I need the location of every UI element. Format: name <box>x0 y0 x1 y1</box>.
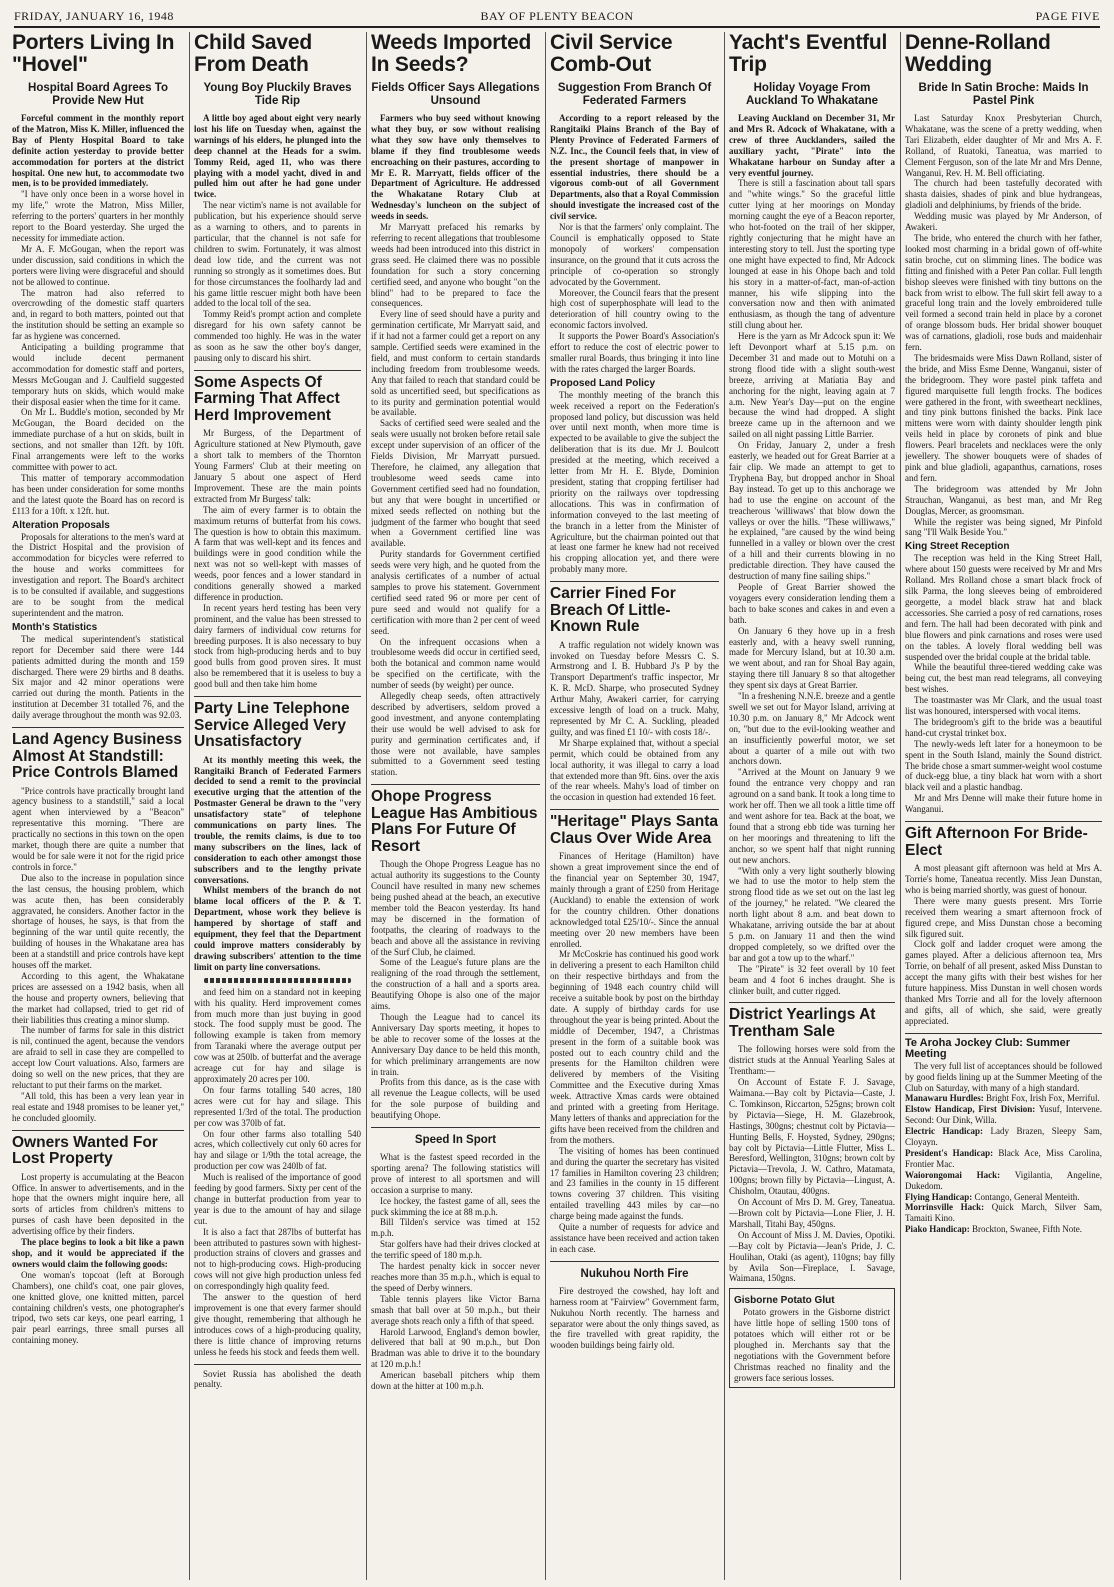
headline: Ohope Progress League Has Ambitious Plans For Future Of Resort <box>371 788 538 855</box>
paragraph: Though the League had to cancel its Anniversary Day sports meeting, it hopes to be able to recover some of the losses at the Anniversary Day dance to be held this month, for which preliminary arrangements are now in train. <box>371 1011 540 1077</box>
paragraph: Lost property is accumulating at the Beacon Office. In answer to advertisements, and in the hope that the owners might inquire here, all sorts of articles from children's mittens to purses of cash have been deposited in the advertising office by their finders. <box>12 1171 184 1237</box>
page-number: PAGE FIVE <box>1035 9 1100 23</box>
divider <box>194 1364 361 1365</box>
paragraph: The matron had also referred to overcrowding of the domestic staff quarters and, in regard to both matters, pointed out that the institution should be setting an example so far as hygiene was concerned. <box>12 287 184 342</box>
bold-paragraph: Whilst members of the branch do not blame local officers of the P. & T. Department, whose work they believe is hampered by shortage of staff and equipment, they feel that the Department could improve matters considerably by drawing subscribers' attention to the time limit on party line conversations. <box>194 885 361 972</box>
paragraph: Soviet Russia has abolished the death penalty. <box>194 1368 361 1390</box>
column-1 <box>12 32 184 1580</box>
paragraph: On the infrequent occasions when a troublesome weeds did occur in certified seed, both the botanical and common name would be specified on the certificate, with the number of seeds (by weight) per ounce. <box>371 636 540 691</box>
lead-paragraph: According to a report released by the Rangitaiki Plains Branch of the Bay of Plenty Province of Federated Farmers of N.Z. Inc., the Council feels that, in view of the present shortage of manpower in essential industries, there should be a vigorous comb-out of all Government Departments, also that a Royal Commission should investigate the increased cost of the civil service. <box>550 113 719 222</box>
column-4 <box>550 32 719 1580</box>
article-carrier-fined <box>550 586 719 803</box>
masthead <box>14 6 1100 28</box>
headline: Child Saved From Death <box>194 32 312 76</box>
bold-paragraph: The place begins to look a bit like a pawn shop, and it would be appreciated if the owners would claim the following goods: <box>12 1237 184 1269</box>
headline: Speed In Sport <box>414 1134 497 1147</box>
paragraph: There is still a fascination about tall spars and "white wings." So the graceful little cutter lying at her moorings on Monday morning caught the eye of a Beacon reporter, who hot-footed on the trail of her skipper, rightly conjecturing that he might have an interesting story to tell. Just the sporting type one might have expected to find, Mr Adcock lounged at ease in his Ohope bach and told his story in a matter-of-fact, man-of-action manner, his wife slipping into the conversation now and then with animated enthusiasm, as though the tang of adventure still clung about her. <box>729 178 895 331</box>
paragraph: There were many guests present. Mrs Torrie received them wearing a smart afternoon frock of figured crepe, and Miss Dunstan chose a becoming silk figured suit. <box>905 895 1102 939</box>
race-name: Elstow Handicap, First Division: <box>905 1104 1036 1115</box>
headline: Denne-Rolland Wedding <box>905 32 1051 76</box>
headline: Civil Service Comb-Out <box>550 32 673 76</box>
paragraph: The church had been tastefully decorated with shasta daisies, shades of pink and blue hydrangeas, gladioli and delphiniums, by friends of the bride. <box>905 178 1102 211</box>
paragraph: Profits from this dance, as is the case with all revenue the League collects, will be used for the sole purpose of building and beautifying Ohope. <box>371 1077 540 1121</box>
subheading: Month's Statistics <box>12 621 98 633</box>
article-child-saved <box>194 32 361 364</box>
paragraph: Mr and Mrs Denne will make their future home in Wanganui. <box>905 793 1102 815</box>
article-porters <box>12 32 184 721</box>
paragraph: People of Great Barrier showed the voyagers every consideration lending them a bach to bake scones and cakes in and even a bath. <box>729 581 895 625</box>
paragraph: The toastmaster was Mr Clark, and the usual toast list was honoured, interspersed with vocal items. <box>905 695 1102 717</box>
deck: Hospital Board Agrees To Provide New Hut <box>28 82 168 107</box>
article-heritage <box>550 814 719 1255</box>
article-civil-service <box>550 32 719 575</box>
divider <box>905 821 1102 822</box>
paragraph: Mr A. F. McGougan, when the report was under discussion, said conditions in which the porters were living were disgraceful and should not be allowed to continue. <box>12 243 184 287</box>
deck: Young Boy Pluckily Braves Tide Rip <box>203 82 352 107</box>
race-entry <box>905 1170 1102 1192</box>
race-name: Morrinsville Hack: <box>905 1202 985 1213</box>
paragraph: Mr Sharpe explained that, without a special permit, which could be obtained from any local authority, it was illegal to carry a load that extended more than 9ft. 6ins. over the axis of the rear wheels. Mahy's load of timber on the occasion in question had extended 16 feet. <box>550 737 719 803</box>
headline: Some Aspects Of Farming That Affect Herd Improvement <box>194 373 340 424</box>
subheading: King Street Reception <box>905 541 1010 553</box>
paragraph: On Friday, January 2, under a fresh easterly, we headed out for Great Barrier at a fair clip. We made an attempt to get to Tryphena Bay, but dropped anchor in Shoal Bay instead. To get up to this anchorage we had to use the engine on account of the treacherous 'williwaws' that blow down the valleys or over the hills. "These williwaws," he explained, "are caused by the wind being funnelled in a valley or blown over the crest of a hill and their currents blowing in no predictable direction. They have caused the destruction of many fine sailing ships." <box>729 440 895 582</box>
race-horses: Lady Brazen, Sleepy Sam, Cloyayn. <box>905 1126 1102 1148</box>
race-entry <box>905 1126 1102 1148</box>
headline: District Yearlings At Trentham Sale <box>729 1006 876 1040</box>
paragraph: On Mr L. Buddle's motion, seconded by Mr McGougan, the Board decided on the immediate purchase of a hut on skids, built in sections, and not smaller than 12ft. by 10ft. Final arrangements were left to the works committee with power to act. <box>12 407 184 472</box>
paragraph: The hardest penalty kick in soccer never reaches more than 35 m.p.h., which is equal to the speed of Derby winners. <box>371 1261 540 1293</box>
paragraph: Proposals for alterations to the men's ward at the District Hospital and the provision of accommodation for bicycles were referred to the house and works committees for investigation and report. The Board's architect is to be consulted if available, and suggestions are to be sought from the medical superintendent and the matron. <box>12 531 184 618</box>
paragraph: On Account of Miss J. M. Davies, Opotiki.—Bay colt by Pictavia—Jean's Pride, J. C. Houlihan, Otaki (as agent), 110gns; bay filly by Avila Son—Fireplace, I. Savage, Waimana, 150gns. <box>729 1229 895 1284</box>
divider <box>905 1033 1102 1034</box>
race-entry <box>905 1104 1102 1126</box>
paragraph: and feed him on a standard not in keeping with his quality. Herd improvement comes from much more than just buying in good stock. The food supply must be good. The following example is taken from memory from Taranaki where the average output per cow was at 250lb. of butterfat and the average acreage cut for hay and silage is approximately 20 acres per 100. <box>194 986 361 1084</box>
paragraph: Mr Burgess, of the Department of Agriculture stationed at New Plymouth, gave a short talk to members of the Thornton Young Farmers' Club at their meeting on January 5 about one aspect of Herd Improvement. These are the main points extracted from Mr Burgess' talk: <box>194 428 361 504</box>
deck: Bride In Satin Broche: Maids In Pastel Pink <box>918 82 1089 107</box>
paragraph: Allegedly cheap seeds, often attractively described by advertisers, seldom proved a good investment, and anyone contemplating their use would be well advised to ask for purity and germination certificates and, if those were not available, have samples submitted to a Government seed testing station. <box>371 691 540 778</box>
article-potato-glut <box>729 1288 895 1387</box>
paragraph: On four farms totalling 540 acres, 180 acres were cut for hay and silage. This represented 1/3rd of the total. The production per cow was 370lb of fat. <box>194 1084 361 1128</box>
race-name: Piako Handicap: <box>905 1224 970 1235</box>
paragraph: The visiting of homes has been continued and during the quarter the secretary has visited 17 families in Hamilton covering 23 children; and 23 families in the county in 15 different towns covering 37 children. This visiting entailed travelling 443 miles by car—no charge being made against the funds. <box>550 1145 719 1222</box>
headline: Nukuhou North Fire <box>580 1267 689 1280</box>
paragraph: Star golfers have had their drives clocked at the terrific speed of 180 m.p.h. <box>371 1239 540 1261</box>
paragraph: The bridegroom's gift to the bride was a beautiful hand-cut crystal trinket box. <box>905 716 1102 738</box>
paragraph: A most pleasant gift afternoon was held at Mrs A. Torrie's home, Taneatua recently. Miss Jean Dunstan, who is being married shortly, was guest of honour. <box>905 863 1102 895</box>
paragraph: Every line of seed should have a purity and germination certificate, Mr Marryatt said, and if it had not a farmer could get a report on any sample. Certified seeds were examined in the field, and must conform to certain standards including freedom from troublesome weeds. Any that failed to reach that standard could be sold as uncertified seed, but specifications as to its purity and germination potential would be available. <box>371 309 540 418</box>
paragraph: Bill Tilden's service was timed at 152 m.p.h. <box>371 1217 540 1239</box>
headline: "Heritage" Plays Santa Claus Over Wide Area <box>550 813 719 847</box>
divider <box>371 1127 540 1128</box>
paragraph: Mr McCoskrie has continued his good work in delivering a present to each Hamilton child on their respective birthdays and from the beginning of 1948 each country child will receive a suitable book by post on the birthday date. A supply of birthday cards for use throughout the year is being printed. About the middle of December, 1947, a Christmas present in the form of a suitable book was posted out to each country child and the presents for the Hamilton children were delivered by members of the Visiting Committee and the Executive during Xmas week. Attractive Xmas cards were obtained and printed with a greeting from Heritage. Many letters of thanks and appreciation for the gifts have been received from the children and from the mothers. <box>550 949 719 1145</box>
race-name: Manawaru Hurdles: <box>905 1093 984 1104</box>
paragraph: The number of farms for sale in this district is nil, continued the agent, because the vendors are afraid to sell in case they are compelled to accept low Court valuations. Also, farmers are doing so well on the new prices, that they are reluctant to put their farms on the market. <box>12 1025 184 1090</box>
paragraph: Mr Marryatt prefaced his remarks by referring to recent allegations that troublesome weeds had been introduced into this district in grass seed. He claimed there was no possible foundation for such a story concerning certified seed, and anyone who bought "on the blind" had to be prepared to face the consequences. <box>371 222 540 309</box>
race-horses: Black Ace, Miss Carolina, Frontier Mac. <box>905 1147 1102 1169</box>
paragraph: American baseball pitchers whip them down at the hitter at 100 m.p.h. <box>371 1370 540 1392</box>
race-entry <box>905 1093 1102 1104</box>
paragraph: The following horses were sold from the district studs at the Annual Yearling Sales at Trentham:— <box>729 1044 895 1077</box>
headline: Gift Afternoon For Bride-Elect <box>905 825 1088 859</box>
race-name: President's Handicap: <box>905 1147 994 1158</box>
paragraph: Nor is that the farmers' only complaint. The Council is emphatically opposed to State monopoly of workers' compensation insurance, on the ground that it cuts across the principle of co-operation so strongly advocated by the Government. <box>550 222 719 287</box>
deck: Fields Officer Says Allegations Unsound <box>371 82 540 107</box>
race-name: Electric Handicap: <box>905 1126 983 1137</box>
article-lost-property <box>12 1135 184 1347</box>
lead-paragraph: Leaving Auckland on December 31, Mr and Mrs R. Adcock of Whakatane, with a crew of three Aucklanders, sailed the auxiliary yacht, "Pirate" into the Whakatane harbour on Sunday after a very eventful journey. <box>729 113 895 178</box>
divider <box>12 1130 184 1131</box>
article-herd-improvement <box>194 375 361 690</box>
paragraph: Potato growers in the Gisborne district have little hope of selling 1500 tons of potatoes which will either rot or be ploughed in. Merchants say that the negotiations with the Government before Christmas reached no finality and the growers face serious losses. <box>734 1307 890 1383</box>
headline: Party Line Telephone Service Alleged Very Unsatisfactory <box>194 700 350 751</box>
race-entry <box>905 1202 1102 1224</box>
paragraph: What is the fastest speed recorded in the sporting arena? The following statistics will prove of interest to all sportsmen and will occasion a surprise to many. <box>371 1152 540 1195</box>
lead-paragraph: A little boy aged about eight very nearly lost his life on Tuesday when, against the warnings of his elders, he plunged into the deep channel at the Heads for a swim. Tommy Reid, aged 11, who was there playing with a model yacht, dived in and pulled him out after he had gone under twice. <box>194 113 361 200</box>
race-horses: Yusuf, Intervene. Second: Our Dink, Willa. <box>905 1104 1102 1126</box>
paragraph: "Arrived at the Mount on January 9 we found the entrance very choppy and ran aground on a sand bank. It took a long time to work her off. Then we all took a little time off and went ashore for tea. Back at the boat, we found that a strong ebb tide was turning her on her moorings and threatening to lift the anchor, so we spent half that night running out new anchors. <box>729 767 895 865</box>
paragraph: Finances of Heritage (Hamilton) have shown a great improvement since the end of the financial year on September 30, 1947, mainly through a grant of £250 from Heritage (Auckland) to enable the extension of work for the country children. Other donations acknowledged total £25/10/-. Since the annual meeting over 20 new members have been enrolled. <box>550 851 719 949</box>
headline: Owners Wanted For Lost Property <box>12 1133 158 1168</box>
paragraph: The very full list of acceptances should be followed by good fields lining up at the Summer Meeting of the Club on Saturday, with many of a high standard. <box>905 1060 1102 1093</box>
column-rule <box>189 32 190 1580</box>
paragraph: Fire destroyed the cowshed, hay loft and harness room at "Fairview" Government farm, Nukuhou North recently. The harness and separator were about the only things saved, as the fire travelled with great rapidity, the wooden buildings being fairly old. <box>550 1285 719 1351</box>
paragraph: On January 6 they hove up in a fresh easterly and, with a heavy swell running, made for Mercury Island, but at 10.30 a.m. we went about, and ran for Shoal Bay again, staying there till January 8 so that altogether they spent six days at Great Barrier. <box>729 625 895 691</box>
divider <box>12 727 184 728</box>
paragraph: On four other farms also totalling 540 acres, which collectively cut only 60 acres for hay and silage or 1/9th the total acreage, the production per cow was 240lb of fat. <box>194 1128 361 1172</box>
race-entry <box>905 1148 1102 1170</box>
divider <box>550 809 719 810</box>
paragraph: Last Saturday Knox Presbyterian Church, Whakatane, was the scene of a pretty wedding, when Tari Elizabeth, elder daughter of Mr and Mrs A. F. Rolland, of Ruatoki, Taneatua, was married to Clement Ferguson, son of the late Mr and Mrs Denne, Wanganui, Rev. H. M. Bell officiating. <box>905 113 1102 178</box>
subheading: Proposed Land Policy <box>550 377 656 389</box>
race-horses: Quick March, Silver Sam, Tamaiti Kino. <box>905 1202 1102 1224</box>
article-gift-afternoon <box>905 826 1102 1027</box>
paragraph: Tommy Reid's prompt action and complete disregard for his own safety cannot be commended too highly. He was in the water as soon as he saw the other boy's danger, pausing only to discard his shirt. <box>194 309 361 363</box>
column-2 <box>194 32 361 1580</box>
article-wedding <box>905 32 1102 815</box>
article-jockey-club <box>905 1038 1102 1236</box>
divider <box>371 784 540 785</box>
paragraph: The near victim's name is not available for publication, but his experience should serve as a warning to others, and to parents in particular, that the channel is not safe for children to swim. Fortunately, it was almost dead low tide, and the current was not running so strongly as it sometimes does. But for those circumstances the foolhardy lad and his game little rescuer might both have been added to the local toll of the sea. <box>194 200 361 309</box>
ornamental-divider <box>204 978 351 983</box>
headline: Gisborne Potato Glut <box>734 1295 835 1307</box>
column-5 <box>729 32 895 1580</box>
paragraph: Wedding music was played by Mr Anderson, of Awakeri. <box>905 211 1102 233</box>
race-horses: Vigilantia, Angeline, Dukedom. <box>905 1169 1102 1191</box>
paragraph: The aim of every farmer is to obtain the maximum returns of butterfat from his cows. The question is how to obtain this maximum. A farm that was well-kept and its fences and buildings were in good condition while the next was not so well-kept with masses of weeds, poor fences and a lower standard in conditions generally showed a marked difference in production. <box>194 504 361 602</box>
paragraph: The bridegroom was attended by Mr John Strauchan, Wanganui, as best man, and Mr Reg Douglas, Mercer, as groomsman. <box>905 483 1102 516</box>
race-horses: Contango, General Menteith. <box>974 1191 1080 1202</box>
bold-paragraph: At its monthly meeting this week, the Rangitaiki Branch of Federated Farmers decided to send a remit to the provincial executive urging that the attention of the Postmaster General be drawn to the "very unsatisfactory state" of telephone communications on party lines. The trouble, the remits claims, is due to too many subscribers on the lines, lack of consideration to each other amongst those subscribers and to the lengthy private conversations. <box>194 754 361 885</box>
paragraph: Anticipating a building programme that would include decent permanent accommodation for domestic staff and porters, Messrs McGougan and J. Caulfield suggested temporary huts on skids, which would make their disposal easier when the time for it came. <box>12 342 184 407</box>
column-rule <box>366 32 367 1580</box>
divider <box>729 1002 895 1003</box>
subheading: Alteration Proposals <box>12 519 110 531</box>
headline: Weeds Imported In Seeds? <box>371 32 532 76</box>
lead-paragraph: Farmers who buy seed without knowing what they buy, or sow without realising what they sow have only themselves to blame if they find troublesome weeds encroaching on their pastures, according to Mr E. R. Marryatt, fields officer of the Department of Agriculture. He addressed the Whakatane Rotary Club at Wednesday's luncheon on the subject of weeds in seeds. <box>371 113 540 222</box>
paragraph: "I have only once been in a worse hovel in my life," wrote the Matron, Miss Miller, referring to the porters' quarters in her monthly report to the Board yesterday. She urged the necessity for immediate action. <box>12 189 184 243</box>
paragraph: Purity standards for Government certified seeds were very high, and he quoted from the analysis certificates of a number of actual samples to prove his statement. Government certified seed rated 96 or more per cent of pure seed and would not qualify for a certification with more than 2 per cent of weed seed. <box>371 549 540 636</box>
column-rule <box>724 32 725 1580</box>
paragraph: On Account of Estate F. J. Savage, Waimana.—Bay colt by Pictavia—Caste, J. C. Tomkinson, Riccarton, 525gns; brown colt by Pictavia—Siege, H. M. Glazebrook, Hastings, 300gns; chestnut colt by Pictavia—Hunting Bells, F. Hoysted, Sydney, 290gns; bay colt by Pictavia—Little Flutter, Miss L. Beresford, Wellington, 310gns; brown colt by Pictavia—Trevola, J. W. Cathro, Matamata, 100gns; brown filly by Pictavia—Lingust, A. Chisholm, Otautau, 400gns. <box>729 1077 895 1197</box>
paragraph: According to this agent, the Whakatane prices are assessed on a 1942 basis, when all the house and property owners, believing that the market had collapsed, tried to get rid of their liabilities thus creating a minor slump. <box>12 970 184 1025</box>
column-6 <box>905 32 1102 1580</box>
article-weeds <box>371 32 540 778</box>
paragraph: The monthly meeting of the branch this week received a report on the Federation's proposed land policy, but discussion was held over until next month, when more time is expected to be available to give the subject the deliberation that is its due. Mr J. Boulcott presided at the meeting, which received a letter from Mr H. E. Blyde, Dominion president, stating that cropping fertiliser had priority on the railways over topdressing allocations. This was in confirmation of information conveyed to the last meeting of the branch in a letter from the Minister of Agriculture, but the chairman pointed out that at least one farmer he knew had not received his cropping allocation yet, and there were probably many more. <box>550 389 719 575</box>
race-entry <box>905 1224 1102 1235</box>
column-3 <box>371 32 540 1580</box>
divider <box>194 696 361 697</box>
paragraph: "With only a very light southerly blowing we had to use the motor to help stem the strong flood tide as we set out on the last leg of the journey," he related. "We cleared the north light about 8 a.m. and beat down to Whakatane, arriving outside the bar at about 5 p.m. on January 11 and then the wind dropped completely, so we drifted over the bar and got a tow up to the wharf." <box>729 865 895 963</box>
paragraph: Clock golf and ladder croquet were among the games played. After a delicious afternoon tea, Mrs Torrie, on behalf of all present, asked Miss Dunstan to accept the many gifts with their best wishes for her future happiness. Miss Dunstan in well chosen words thanked Mrs Torrie and all for the lovely afternoon and gifts, all of which, she said, were greatly appreciated. <box>905 939 1102 1026</box>
column-rule <box>545 32 546 1580</box>
paragraph: Sacks of certified seed were sealed and the seals were usually not broken before retail sale except under supervision of an officer of the Fields Division, Mr Marryatt pursued. Therefore, he claimed, any allegation that troublesome weed seeds came into Government certified seed had no foundation, but any that were bought in uncertified or mixed seeds reflected on nothing but the judgment of the farmer who bought that seed when a Government certified line was available. <box>371 418 540 549</box>
paragraph: While the register was being signed, Mr Pinfold sang "I'll Walk Beside You." <box>905 516 1102 538</box>
headline: Te Aroha Jockey Club: Summer Meeting <box>905 1036 1071 1060</box>
article-yacht <box>729 32 895 996</box>
paragraph: One woman's topcoat (left at Borough Chambers), one child's coat, one pair gloves, one knitted glove, one knitted mitten, parcel containing children's vests, one photographer's tripod, two sets car keys, one pearl earring, 1 pair pearl earrings, three small purses all containing money. <box>12 1269 184 1346</box>
race-horses: Bright Fox, Irish Fox, Merriful. <box>986 1093 1100 1104</box>
paragraph: Ice hockey, the fastest game of all, sees the puck skimming the ice at 88 m.p.h. <box>371 1195 540 1217</box>
article-land-agency <box>12 732 184 1124</box>
paragraph: Table tennis players like Victor Barna smash that ball over at 50 m.p.h., but their average shots reach only a fifth of that speed. <box>371 1293 540 1326</box>
paragraph: It is also a fact that 287lbs of butterfat has been attributed to pastures sown with highest-production strains of clovers and grasses and not to high-producing cows. High-producing cows will not give high production unless fed on correspondingly high quality feed. <box>194 1226 361 1292</box>
headline: Porters Living In "Hovel" <box>12 32 175 76</box>
divider <box>550 581 719 582</box>
paragraph: The newly-weds left later for a honeymoon to be spent in the South Island, mainly the Sound district. The bride chose a smart summer-weight wool costume of duck-egg blue, a tiny black hat worn with a short black veil and a plastic handbag. <box>905 738 1102 793</box>
deck: Holiday Voyage From Auckland To Whakatane <box>745 82 879 107</box>
paragraph: Moreover, the Council fears that the present high cost of superphosphate will lead to the deterioration of hill country owing to the economic factors involved. <box>550 287 719 331</box>
lead-paragraph: Forceful comment in the monthly report of the Matron, Miss K. Miller, influenced the Bay of Plenty Hospital Board to take definite action yesterday to provide better accommodation for porters at the district hospital. One new hut, to accommodate two men, is to be provided immediately. <box>12 113 184 189</box>
paragraph: The bride, who entered the church with her father, looked most charming in a bridal gown of off-white satin broche, cut on slimming lines. The bodice was fitting and finished with a Peter Pan collar. Full length bishop sleeves were finished with tiny buttons on the back from wrist to elbow. The full skirt fell away to a graceful long train and the lovely embroidered tulle veil formed a second train held in place by a coronet of orange blossom buds. Her bridal shower bouquet was of carnations, gladioli, rose buds and maidenhair fern. <box>905 232 1102 353</box>
paragraph: Quite a number of requests for advice and assistance have been received and action taken in each case. <box>550 1222 719 1254</box>
paper-name: BAY OF PLENTY BEACON <box>480 9 634 23</box>
divider <box>550 1261 719 1262</box>
article-party-line <box>194 701 361 973</box>
paragraph: A traffic regulation not widely known was invoked on Tuesday before Messrs C. S. Armstrong and I. B. Hubbard J's P by the Transport Department's traffic inspector, Mr K. R. McD. Sharpe, who prosecuted Sydney Arthur Mahy, Awakeri carrier, for carrying excessive length of load on a truck. Mahy, represented by Mr C. A. Suckling, pleaded guilty, and was fined £1 10/- with costs 18/-. <box>550 639 719 737</box>
headline: Carrier Fined For Breach Of Little-Known Rule <box>550 585 676 636</box>
paragraph: The reception was held in the King Street Hall, where about 150 guests were received by Mr and Mrs Rolland. Mrs Rolland chose a smart black frock of silk Parma, the long sleeves being of embroidered georgette, a model black straw hat and black accessories. She carried a posy of red carnations, roses and fern. The hall had been decorated with pink and blue flowers and pink carnations and roses were used on the tables. A lovely floral wedding bell was suspended over the bridal couple at the bridal table. <box>905 553 1102 662</box>
paragraph: In recent years herd testing has been very prominent, and the value has been stressed to dairy farmers of individual cow returns for breeding purposes. It is also necessary to buy stock from high-producing herds and to buy good bulls from good proven sires. It must also be remembered that it is useless to buy a good bull and then take him home <box>194 602 361 690</box>
paragraph: Some of the League's future plans are the realigning of the road through the settlement, the construction of a hall and a sports area. Beautifying Ohope is also one of the major aims. <box>371 957 540 1012</box>
paragraph: The bridesmaids were Miss Dawn Rolland, sister of the bride, and Miss Esme Denne, Wanganui, sister of the bridegroom. They wore pastel pink taffeta and figured marquisette full length frocks. The bodices were gathered in the front, with sweetheart necklines, and tiny pink buttons finished the backs. Pink lace mittens were worn with dainty shoulder length pink veils held in place by coronets of pink and blue flowers. Pearl bracelets and necklaces were the only jewellery. The shower bouquets were of shades of pink and blue gladioli, agapanthus, carnations, roses and fern. <box>905 352 1102 483</box>
paragraph: Much is realised of the importance of good feeding by good farmers. Sixty per cent of the change in butterfat production from year to year is due to the amount of hay and silage cut. <box>194 1172 361 1226</box>
race-name: Waiorongomai Hack: <box>905 1169 1001 1180</box>
headline: Yacht's Eventful Trip <box>729 32 888 76</box>
paragraph: On Account of Mrs D. M. Grey, Taneatua.—Brown colt by Pictavia—Lone Flier, J. H. Marshall, Titahi Bay, 450gns. <box>729 1197 895 1229</box>
article-yearlings <box>729 1007 895 1284</box>
article-nukuhou-fire <box>550 1268 719 1351</box>
paragraph: "All told, this has been a very lean year in real estate and 1948 promises to be leaner yet," he concluded gloomily. <box>12 1090 184 1123</box>
paragraph: The "Pirate" is 32 feet overall by 10 feet beam and 4 foot 6 inches draught. She is clinker built, and cutter rigged. <box>729 963 895 996</box>
paragraph: Here is the yarn as Mr Adcock spun it: We left Devonport wharf at 5.15 p.m. on December 31 and made out to Motuhi on a strong flood tide with a slight south-west breeze, arriving at Matiatia Bay and anchoring for the night, leaving again at 7 a.m. New Year's Day—put on the engine because the wind had dropped. A slight breeze came up in the afternoon and we sailed on all night passing Little Barrier. <box>729 331 895 440</box>
article-herd-continued <box>194 987 361 1391</box>
paragraph: "Price controls have practically brought land agency business to a standstill," said a local agent when interviewed by a "Beacon" representative this morning. "There are practically no sections in this town on the open market, though there are quite a number that would be for sale were it not for the rigid price controls in force." <box>12 785 184 872</box>
race-horses: Brockton, Swanee, Fifth Note. <box>972 1224 1082 1235</box>
article-speed-in-sport <box>371 1134 540 1392</box>
deck: Suggestion From Branch Of Federated Farmers <box>557 82 712 107</box>
divider <box>194 370 361 371</box>
article-ohope <box>371 789 540 1121</box>
paragraph: Though the Ohope Progress League has no actual authority its suggestions to the County Council have resulted in many new schemes being pushed ahead at the beach, an executive member told the Beacon yesterday. Its hand may be discerned in the formation of footpaths, the clearing of roadways to the beach and above all the assistance in reviving of the Surf Club, he claimed. <box>371 859 540 957</box>
paragraph: It supports the Power Board's Association's effort to reduce the cost of electric power to smaller rural Boards, thus bringing it into line with the rates charged the larger Boards. <box>550 331 719 374</box>
paragraph: Due also to the increase in population since the last census, the housing problem, which was acute then, has been considerably aggravated, he considers. Another factor in the shortage of houses, he says, is that from the beginning of the war until quite recently, the building of houses in the Whakatane area has been at a standstill and price controls have kept houses off the market. <box>12 872 184 971</box>
race-name: Flying Handicap: <box>905 1191 973 1202</box>
column-rule <box>900 32 901 1580</box>
headline: Land Agency Business Almost At Standstill: Price Controls Blamed <box>12 731 182 782</box>
paragraph: This matter of temporary accommodation has been under consideration for some months and the latest quote the Board has on record is £113 for a 10ft. x 12ft. hut. <box>12 472 184 516</box>
race-entry <box>905 1192 1102 1203</box>
paragraph: The answer to the question of herd improvement is one that every farmer should give thought, remembering that although he introduces cows of a high-producing quality, there is little chance of improving returns unless he feeds his stock and feeds them well. <box>194 1292 361 1357</box>
paragraph: The medical superintendent's statistical report for December said there were 144 patients admitted during the month and 159 discharged. There were 29 births and 8 deaths. Six major and 42 minor operations were carried out during the month. Patients in the institution at December 31 totalled 76, and the daily average throughout the month was 92.03. <box>12 633 184 721</box>
paragraph: Harold Larwood, England's demon bowler, delivered that ball at 90 m.p.h., but Don Bradman was able to drive it to the boundary at 120 m.p.h.! <box>371 1326 540 1370</box>
paragraph: "In a freshening N.N.E. breeze and a gentle swell we set out for Mayor Island, arriving at 10.30 p.m. on January 8," Mr Adcock went on, "but due to the evil-looking weather and an insufficiently powerful motor, we set about a quarter of a mile out with two anchors down. <box>729 691 895 767</box>
paragraph: While the beautiful three-tiered wedding cake was being cut, the best man read telegrams, all conveying best wishes. <box>905 662 1102 695</box>
issue-date: FRIDAY, JANUARY 16, 1948 <box>14 9 174 23</box>
